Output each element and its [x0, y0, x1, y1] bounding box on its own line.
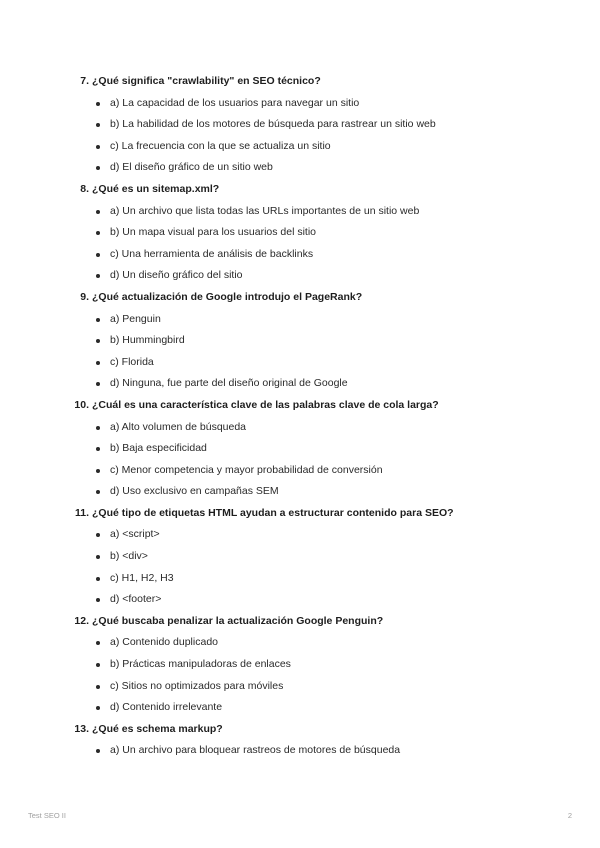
bullet-icon	[96, 533, 100, 537]
question-heading	[0, 71, 600, 93]
question-item	[0, 287, 600, 395]
option-text: a) La capacidad de los usuarios para navegar un sitio	[110, 96, 360, 109]
option-list	[0, 201, 600, 287]
question-text: ¿Qué actualización de Google introdujo el PageRank?	[92, 290, 363, 303]
question-item	[0, 719, 600, 762]
option-item	[0, 222, 600, 244]
option-item	[0, 114, 600, 136]
option-item	[0, 330, 600, 352]
option-item	[0, 265, 600, 287]
option-list	[0, 740, 600, 762]
question-number: 9.	[80, 290, 89, 303]
option-list	[0, 93, 600, 179]
option-text: c) Una herramienta de análisis de backlinks	[110, 247, 314, 260]
option-item	[0, 740, 600, 762]
option-item	[0, 697, 600, 719]
option-text: c) Menor competencia y mayor probabilidad de conversión	[110, 463, 383, 476]
option-item	[0, 244, 600, 266]
option-text: d) Un diseño gráfico del sitio	[110, 269, 243, 282]
option-item	[0, 632, 600, 654]
option-item	[0, 93, 600, 115]
bullet-icon	[96, 447, 100, 451]
question-text: ¿Qué es schema markup?	[92, 722, 223, 735]
option-item	[0, 373, 600, 395]
bullet-icon	[96, 102, 100, 106]
question-item	[0, 179, 600, 287]
option-text: c) Sitios no optimizados para móviles	[110, 679, 284, 692]
option-list	[0, 309, 600, 395]
question-heading	[0, 287, 600, 309]
question-item	[0, 71, 600, 179]
question-text: ¿Qué significa "crawlability" en SEO técnico?	[92, 75, 321, 87]
option-item	[0, 676, 600, 698]
option-item	[0, 417, 600, 439]
option-item	[0, 460, 600, 482]
question-item	[0, 611, 600, 719]
option-text: b) Baja especificidad	[110, 442, 207, 455]
bullet-icon	[96, 577, 100, 581]
question-number: 10.	[74, 398, 89, 411]
option-item	[0, 157, 600, 179]
option-text: d) Contenido irrelevante	[110, 701, 223, 714]
question-text: ¿Cuál es una característica clave de las palabras clave de cola larga?	[92, 398, 439, 411]
option-item	[0, 524, 600, 546]
bullet-icon	[96, 663, 100, 667]
option-item	[0, 546, 600, 568]
bullet-icon	[96, 274, 100, 278]
option-text: d) El diseño gráfico de un sitio web	[110, 161, 273, 174]
option-text: a) Penguin	[110, 312, 161, 325]
bullet-icon	[96, 253, 100, 257]
bullet-icon	[96, 426, 100, 430]
question-number: 8.	[80, 182, 89, 195]
bullet-icon	[96, 145, 100, 149]
question-number: 13.	[74, 722, 89, 735]
bullet-icon	[96, 210, 100, 214]
option-text: b) <div>	[110, 550, 148, 563]
question-heading	[0, 395, 600, 417]
bullet-icon	[96, 749, 100, 753]
option-text: c) H1, H2, H3	[110, 571, 174, 584]
option-item	[0, 136, 600, 158]
bullet-icon	[96, 490, 100, 494]
bullet-icon	[96, 641, 100, 645]
option-item	[0, 568, 600, 590]
bullet-icon	[96, 361, 100, 365]
option-text: b) La habilidad de los motores de búsqueda para rastrear un sitio web	[110, 118, 436, 131]
option-list	[0, 524, 600, 610]
option-item	[0, 309, 600, 331]
option-item	[0, 589, 600, 611]
option-text: a) Un archivo que lista todas las URLs importantes de un sitio web	[110, 204, 420, 217]
option-list	[0, 417, 600, 503]
option-text: b) Un mapa visual para los usuarios del sitio	[110, 226, 317, 239]
question-text: ¿Qué tipo de etiquetas HTML ayudan a estructurar contenido para SEO?	[92, 506, 454, 519]
option-text: a) <script>	[110, 528, 160, 541]
option-text: c) Florida	[110, 355, 154, 368]
bullet-icon	[96, 469, 100, 473]
bullet-icon	[96, 166, 100, 170]
option-text: a) Contenido duplicado	[110, 636, 218, 649]
option-item	[0, 654, 600, 676]
option-item	[0, 481, 600, 503]
question-number: 11.	[74, 506, 89, 519]
option-item	[0, 352, 600, 374]
option-item	[0, 438, 600, 460]
bullet-icon	[96, 706, 100, 710]
option-text: d) Ninguna, fue parte del diseño original de Google	[110, 377, 348, 390]
question-list	[0, 71, 600, 762]
question-heading	[0, 719, 600, 741]
question-text: ¿Qué es un sitemap.xml?	[92, 182, 220, 195]
option-text: a) Un archivo para bloquear rastreos de motores de búsqueda	[110, 744, 401, 757]
option-text: b) Hummingbird	[110, 334, 185, 347]
bullet-icon	[96, 598, 100, 602]
option-text: d) Uso exclusivo en campañas SEM	[110, 485, 279, 498]
bullet-icon	[96, 123, 100, 127]
bullet-icon	[96, 555, 100, 559]
bullet-icon	[96, 685, 100, 689]
option-list	[0, 632, 600, 718]
question-heading	[0, 611, 600, 633]
footer-title: Test SEO II	[28, 811, 66, 820]
bullet-icon	[96, 231, 100, 235]
bullet-icon	[96, 339, 100, 343]
bullet-icon	[96, 318, 100, 322]
question-text: ¿Qué buscaba penalizar la actualización Google Penguin?	[92, 614, 384, 627]
bullet-icon	[96, 382, 100, 386]
question-heading	[0, 503, 600, 525]
option-text: d) <footer>	[110, 593, 162, 606]
option-text: a) Alto volumen de búsqueda	[110, 420, 247, 433]
option-text: c) La frecuencia con la que se actualiza un sitio	[110, 139, 331, 152]
option-text: b) Prácticas manipuladoras de enlaces	[110, 658, 291, 671]
question-number: 7.	[80, 75, 89, 87]
question-item	[0, 503, 600, 611]
page-number: 2	[567, 811, 572, 820]
option-item	[0, 201, 600, 223]
question-item	[0, 395, 600, 503]
question-heading	[0, 179, 600, 201]
question-number: 12.	[74, 614, 89, 627]
